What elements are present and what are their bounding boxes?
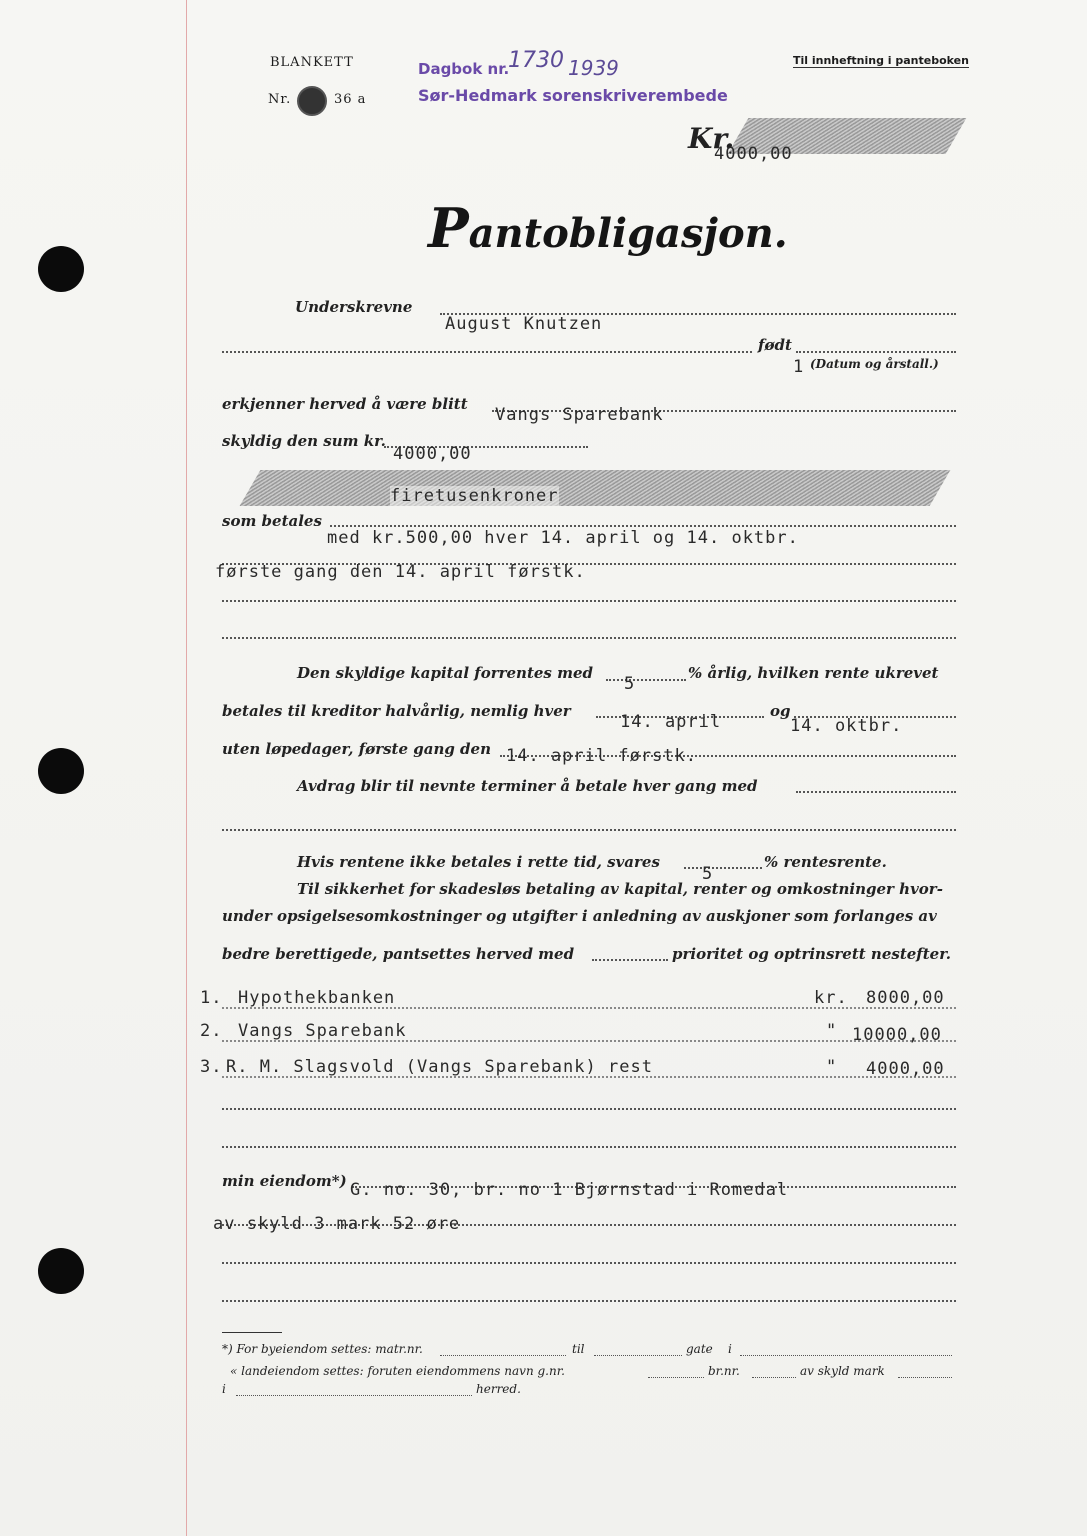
dagbok-label: Dagbok nr. — [418, 60, 510, 78]
property-line-2: av skyld 3 mark 52 øre — [213, 1214, 461, 1234]
skyldig-value: 4000,00 — [393, 444, 472, 464]
priority-3-num: 3. — [200, 1057, 223, 1077]
footnote-rule — [222, 1332, 282, 1333]
penalty-line-4a: bedre berettigede, pantsettes herved med — [222, 945, 575, 963]
footnote-line-2b: br.nr. — [708, 1364, 740, 1378]
footnote-line-1a: *) For byeiendom settes: matr.nr. — [222, 1342, 423, 1356]
underskrevne-value: August Knutzen — [445, 314, 603, 334]
priority-3-line — [222, 1076, 956, 1078]
title-rest: antobligasjon. — [468, 210, 788, 257]
footnote-line-1d: i — [728, 1342, 732, 1356]
interest-rate-line — [606, 679, 686, 681]
priority-2-line — [222, 1040, 956, 1042]
footnote-line-1c: gate — [686, 1342, 713, 1356]
erkjenner-value: Vangs Sparebank — [495, 405, 664, 425]
interest-rate: 5 — [624, 674, 636, 694]
name-line-2 — [222, 351, 752, 353]
form-nr-value: 36 a — [334, 92, 367, 107]
interest-date-1: 14. april — [620, 712, 722, 732]
betales-line-3 — [222, 600, 956, 602]
office-stamp: Sør-Hedmark sorenskriverembede — [418, 86, 728, 105]
form-nr-label: Nr. — [268, 92, 292, 107]
property-line-3-rule — [222, 1262, 956, 1264]
interest-line-1b: % årlig, hvilken rente ukrevet — [688, 664, 939, 682]
fn-dots-3 — [740, 1355, 952, 1356]
avdrag-line — [796, 791, 956, 793]
property-line-4-rule — [222, 1300, 956, 1302]
betales-line-1 — [330, 525, 956, 527]
priority-3-name: R. M. Slagsvold (Vangs Sparebank) rest — [226, 1057, 653, 1077]
footnote-line-1b: til — [572, 1342, 585, 1356]
priority-1-prefix: kr. — [814, 988, 848, 1008]
document-title — [428, 196, 788, 260]
sum-words: firetusenkroner — [390, 486, 559, 506]
penalty-line-3: under opsigelsesomkostninger og utgifter i anledning av auskjoner som forlanges av — [222, 907, 937, 925]
interest-date-2: 14. oktbr. — [790, 716, 903, 736]
interest-line-3a: uten løpedager, første gang den — [222, 740, 491, 758]
fn-dots-4 — [648, 1377, 704, 1378]
interest-first-date: 14. april førstk. — [506, 746, 697, 766]
penalty-line-2: Til sikkerhet for skadesløs betaling av kapital, renter og omkostninger hvor- — [297, 880, 943, 898]
title-initial: P — [428, 196, 469, 260]
penalty-line-1b: % rentesrente. — [764, 853, 887, 871]
seal-icon — [297, 86, 327, 116]
betales-text-2: første gang den 14. april førstk. — [215, 562, 586, 582]
interest-line-4: Avdrag blir til nevnte terminer å betale hver gang med — [297, 777, 758, 795]
fn-dots-1 — [440, 1355, 566, 1356]
property-label: min eiendom*) — [222, 1172, 347, 1190]
punch-hole-middle — [38, 748, 84, 794]
betales-label: som betales — [222, 512, 322, 530]
betales-line-4 — [222, 637, 956, 639]
fn-dots-6 — [898, 1377, 952, 1378]
interest-line-2a: betales til kreditor halvårlig, nemlig hver — [222, 702, 571, 720]
footnote-line-2c: av skyld mark — [800, 1364, 885, 1378]
fodt-label: født — [758, 336, 792, 354]
priority-2-prefix: " — [826, 1021, 838, 1041]
punch-hole-top — [38, 246, 84, 292]
footnote-line-2a: « landeiendom settes: foruten eiendommens navn g.nr. — [230, 1364, 565, 1378]
priority-1-num: 1. — [200, 988, 223, 1008]
amount-kr-label: Kr. — [688, 122, 735, 155]
dagbok-year: 1939 — [568, 56, 619, 80]
erkjenner-label: erkjenner herved å være blitt — [222, 395, 468, 413]
punch-hole-bottom — [38, 1248, 84, 1294]
interest-line-1a: Den skyldige kapital forrentes med — [297, 664, 593, 682]
dagbok-number: 1730 — [508, 48, 564, 73]
penalty-rate-line — [684, 867, 762, 869]
underskrevne-label: Underskrevne — [295, 298, 413, 316]
priority-2-name: Vangs Sparebank — [238, 1021, 407, 1041]
priority-1-amount: 8000,00 — [866, 988, 945, 1008]
interest-og: og — [770, 702, 791, 720]
fn-dots-7 — [236, 1395, 472, 1396]
fodt-line — [796, 351, 956, 353]
priority-2-num: 2. — [200, 1021, 223, 1041]
fn-dots-2 — [594, 1355, 682, 1356]
footnote-line-3a: i — [222, 1382, 226, 1396]
margin-rule — [186, 0, 187, 1536]
priority-line — [592, 959, 668, 961]
priority-3-amount: 4000,00 — [866, 1059, 945, 1079]
priority-blank-line-2 — [222, 1146, 956, 1148]
skyldig-label: skyldig den sum kr. — [222, 432, 386, 450]
fn-dots-5 — [752, 1377, 796, 1378]
priority-blank-line-1 — [222, 1108, 956, 1110]
amount-value: 4000,00 — [714, 144, 793, 164]
right-note: Til innheftning i panteboken — [793, 54, 969, 67]
penalty-rate: 5 — [702, 864, 714, 884]
avdrag-line-2 — [222, 829, 956, 831]
sum-hatch — [240, 470, 951, 506]
priority-1-name: Hypothekbanken — [238, 988, 396, 1008]
fodt-value: 1 — [793, 357, 805, 377]
penalty-line-1a: Hvis rentene ikke betales i rette tid, svares — [297, 853, 660, 871]
betales-text-1: med kr.500,00 hver 14. april og 14. oktbr. — [327, 528, 799, 548]
fodt-note: (Datum og årstall.) — [810, 357, 939, 371]
penalty-line-4b: prioritet og optrinsrett nestefter. — [672, 945, 951, 963]
priority-2-amount: 10000,00 — [852, 1025, 942, 1045]
property-line-1: G. no. 30, br. no 1 Bjørnstad i Romedal — [350, 1180, 789, 1200]
footnote-line-3b: herred. — [476, 1382, 521, 1396]
priority-3-prefix: " — [826, 1057, 838, 1077]
blankett-label: BLANKETT — [270, 55, 354, 70]
